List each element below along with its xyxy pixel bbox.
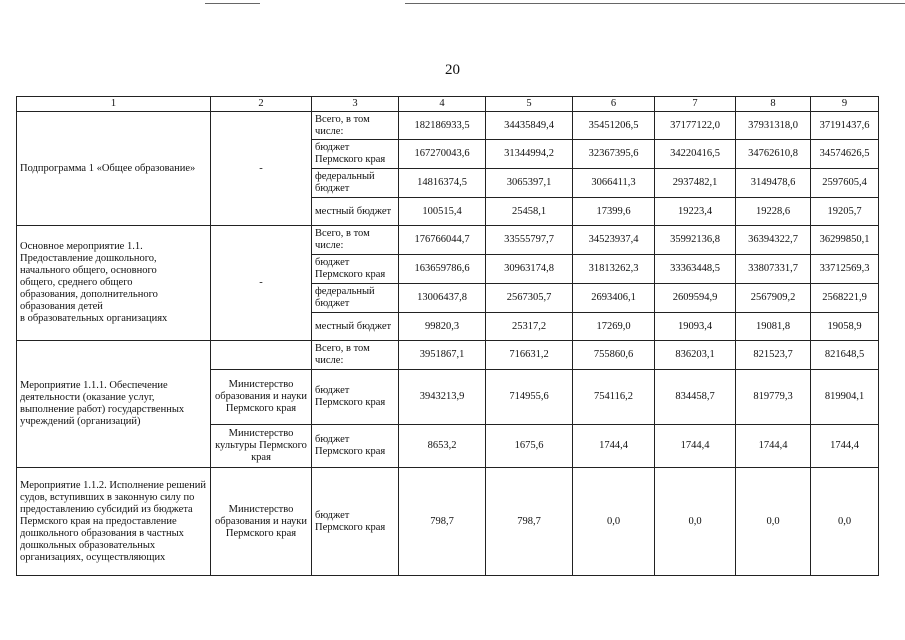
budget-table — [16, 96, 879, 576]
value-cell: 0,0 — [736, 468, 811, 576]
activity-1-1-2-name: Мероприятие 1.1.2. Исполнение решений судов, вступивших в законную силу по предоставлению субсидий из бюджета Пермского края на предоставление дошкольного образования в частных дошкольных образовательных организациях, осуществляющих — [17, 468, 211, 576]
value-cell: 37177122,0 — [655, 112, 736, 140]
table-row — [17, 226, 879, 255]
value-cell: 798,7 — [486, 468, 573, 576]
value-cell: 30963174,8 — [486, 255, 573, 284]
source-total-label: Всего, в том числе: — [312, 226, 399, 255]
value-cell: 2597605,4 — [811, 169, 879, 198]
table-row — [17, 112, 879, 140]
value-cell: 3149478,6 — [736, 169, 811, 198]
source-local-label: местный бюджет — [312, 313, 399, 341]
value-cell: 834458,7 — [655, 370, 736, 425]
source-federal-label: федеральный бюджет — [312, 284, 399, 313]
value-cell: 1744,4 — [573, 425, 655, 468]
column-header: 1 — [17, 97, 211, 112]
measure-name-line: Основное мероприятие 1.1. — [20, 241, 143, 252]
executor-ministry-culture: Министерство культуры Пермского края — [211, 425, 312, 468]
value-cell: 35451206,5 — [573, 112, 655, 140]
value-cell: 19058,9 — [811, 313, 879, 341]
column-header: 5 — [486, 97, 573, 112]
column-header: 3 — [312, 97, 399, 112]
value-cell: 8653,2 — [399, 425, 486, 468]
value-cell: 716631,2 — [486, 341, 573, 370]
value-cell: 32367395,6 — [573, 140, 655, 169]
measure-name-line: общего, среднего общего — [20, 277, 133, 288]
value-cell: 167270043,6 — [399, 140, 486, 169]
value-cell: 1744,4 — [736, 425, 811, 468]
value-cell: 2937482,1 — [655, 169, 736, 198]
value-cell: 100515,4 — [399, 198, 486, 226]
subprogram-name: Подпрограмма 1 «Общее образование» — [17, 112, 211, 226]
executor-empty — [211, 341, 312, 370]
measure-name-line: в образовательных организациях — [20, 313, 168, 324]
subprogram-executor: - — [211, 112, 312, 226]
activity-1-1-1-name: Мероприятие 1.1.1. Обеспечение деятельности (оказание услуг, выполнение работ) государственных учреждений (организаций) — [17, 341, 211, 468]
value-cell: 163659786,6 — [399, 255, 486, 284]
value-cell: 3951867,1 — [399, 341, 486, 370]
value-cell: 33363448,5 — [655, 255, 736, 284]
value-cell: 34762610,8 — [736, 140, 811, 169]
column-header: 6 — [573, 97, 655, 112]
page-number: 20 — [445, 62, 460, 78]
value-cell: 33712569,3 — [811, 255, 879, 284]
measure-name-line: образования, дополнительного — [20, 289, 158, 300]
value-cell: 798,7 — [399, 468, 486, 576]
value-cell: 31344994,2 — [486, 140, 573, 169]
source-total-label: Всего, в том числе: — [312, 341, 399, 370]
value-cell: 19081,8 — [736, 313, 811, 341]
value-cell: 19205,7 — [811, 198, 879, 226]
top-rule-right — [405, 3, 905, 4]
value-cell: 2693406,1 — [573, 284, 655, 313]
value-cell: 19093,4 — [655, 313, 736, 341]
value-cell: 33807331,7 — [736, 255, 811, 284]
value-cell: 182186933,5 — [399, 112, 486, 140]
table-row — [17, 468, 879, 576]
value-cell: 19228,6 — [736, 198, 811, 226]
value-cell: 755860,6 — [573, 341, 655, 370]
value-cell: 17269,0 — [573, 313, 655, 341]
column-header: 7 — [655, 97, 736, 112]
column-header: 9 — [811, 97, 879, 112]
executor-ministry-education: Министерство образования и науки Пермского края — [211, 370, 312, 425]
value-cell: 17399,6 — [573, 198, 655, 226]
value-cell: 0,0 — [573, 468, 655, 576]
value-cell: 2609594,9 — [655, 284, 736, 313]
value-cell: 14816374,5 — [399, 169, 486, 198]
value-cell: 0,0 — [655, 468, 736, 576]
value-cell: 2567909,2 — [736, 284, 811, 313]
value-cell: 25458,1 — [486, 198, 573, 226]
value-cell: 36394322,7 — [736, 226, 811, 255]
source-local-label: местный бюджет — [312, 198, 399, 226]
value-cell: 836203,1 — [655, 341, 736, 370]
value-cell: 19223,4 — [655, 198, 736, 226]
source-total-label: Всего, в том числе: — [312, 112, 399, 140]
source-regional-label: бюджет Пермского края — [312, 255, 399, 284]
source-regional-label: бюджет Пермского края — [312, 468, 399, 576]
value-cell: 34523937,4 — [573, 226, 655, 255]
value-cell: 34574626,5 — [811, 140, 879, 169]
value-cell: 37931318,0 — [736, 112, 811, 140]
source-regional-label: бюджет Пермского края — [312, 370, 399, 425]
value-cell: 25317,2 — [486, 313, 573, 341]
value-cell: 3943213,9 — [399, 370, 486, 425]
measure-name-line: Предоставление дошкольного, — [20, 253, 157, 264]
value-cell: 1744,4 — [811, 425, 879, 468]
value-cell: 3065397,1 — [486, 169, 573, 198]
measure-executor: - — [211, 226, 312, 341]
value-cell: 99820,3 — [399, 313, 486, 341]
value-cell: 2568221,9 — [811, 284, 879, 313]
value-cell: 31813262,3 — [573, 255, 655, 284]
value-cell: 1675,6 — [486, 425, 573, 468]
measure-name-line: начального общего, основного — [20, 265, 157, 276]
value-cell: 0,0 — [811, 468, 879, 576]
source-regional-label: бюджет Пермского края — [312, 425, 399, 468]
column-header: 2 — [211, 97, 312, 112]
executor-ministry-education: Министерство образования и науки Пермского края — [211, 468, 312, 576]
value-cell: 34220416,5 — [655, 140, 736, 169]
value-cell: 13006437,8 — [399, 284, 486, 313]
table-row — [17, 341, 879, 370]
value-cell: 3066411,3 — [573, 169, 655, 198]
value-cell: 1744,4 — [655, 425, 736, 468]
value-cell: 819904,1 — [811, 370, 879, 425]
measure-name — [17, 226, 211, 341]
column-header: 4 — [399, 97, 486, 112]
value-cell: 754116,2 — [573, 370, 655, 425]
value-cell: 2567305,7 — [486, 284, 573, 313]
source-federal-label: федеральный бюджет — [312, 169, 399, 198]
value-cell: 819779,3 — [736, 370, 811, 425]
measure-name-line: образования детей — [20, 301, 103, 312]
column-header: 8 — [736, 97, 811, 112]
value-cell: 36299850,1 — [811, 226, 879, 255]
value-cell: 34435849,4 — [486, 112, 573, 140]
value-cell: 821648,5 — [811, 341, 879, 370]
value-cell: 37191437,6 — [811, 112, 879, 140]
column-number-row — [17, 97, 879, 112]
value-cell: 821523,7 — [736, 341, 811, 370]
value-cell: 33555797,7 — [486, 226, 573, 255]
source-regional-label: бюджет Пермского края — [312, 140, 399, 169]
value-cell: 176766044,7 — [399, 226, 486, 255]
value-cell: 35992136,8 — [655, 226, 736, 255]
value-cell: 714955,6 — [486, 370, 573, 425]
top-rule-left — [205, 3, 260, 4]
